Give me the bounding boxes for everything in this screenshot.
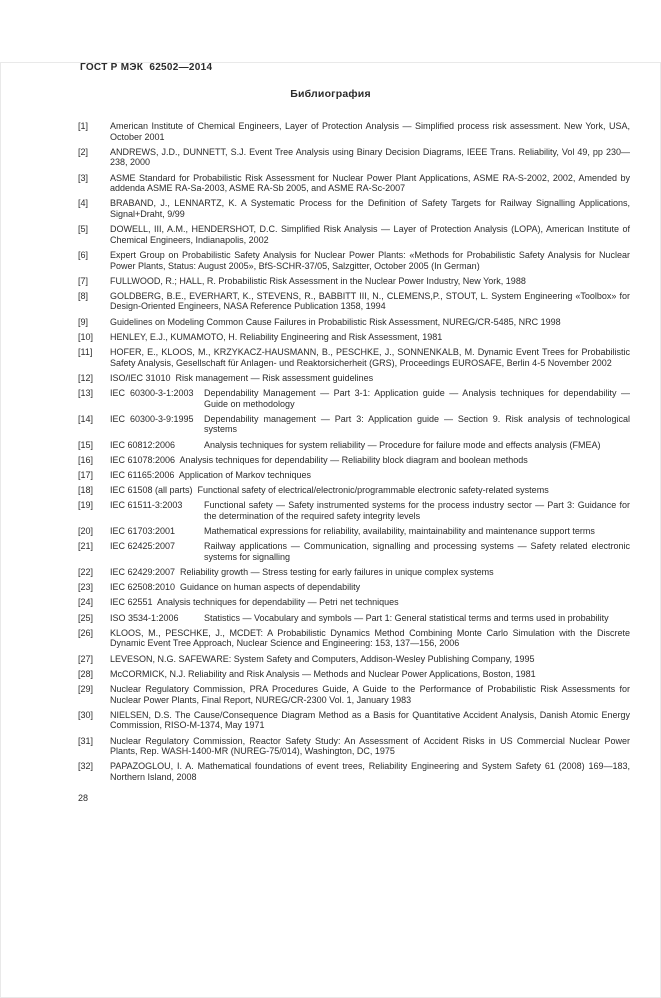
reference-entry [78,440,630,451]
reference-entry [78,541,633,562]
reference-number: [24] [78,597,94,608]
reference-number: [16] [78,454,94,465]
reference-text: LEVESON, N.G. SAFEWARE: System Safety and Computers, Addison-Wesley Publishing Company, 1995 [110,653,535,664]
reference-standard-code: IEC 60300-3-1:2003 [110,388,194,398]
reference-text: Dependability Management — Part 3-1: Application guide — Analysis techniques for dependability — Guide on methodology [204,388,633,409]
reference-number: [2] [78,146,89,157]
reference-entry [78,485,630,496]
bibliography-reference-list [78,121,633,783]
reference-number: [1] [78,121,89,131]
document-header-standard-designation: ГОСТ Р МЭК 62502—2014 [80,62,213,73]
reference-number: [8] [78,290,89,301]
reference-number: [9] [78,316,89,327]
reference-number: [10] [78,331,94,342]
reference-number: [12] [78,372,94,383]
reference-text: NIELSEN, D.S. The Cause/Consequence Diagram Method as a Basis for Quantitative Accident Analysis, Danish Atomic Energy Commission, RISO-M-1374, May 1971 [110,709,633,731]
reference-entry [78,413,633,435]
reference-number: [7] [78,275,89,286]
reference-entry [78,500,633,521]
reference-entry [78,683,633,705]
reference-text: Mathematical expressions for reliability, availability, maintainability and maintenance support terms [204,526,595,537]
reference-entry [78,224,633,245]
reference-entry [78,597,630,608]
reference-number: [18] [78,485,94,496]
reference-number: [25] [78,612,94,623]
reference-text: Nuclear Regulatory Commission, PRA Procedures Guide, A Guide to the Performance of Probabilistic Risk Assessments for Nuclear Power Plants, Final Report, NUREG/CR-2300 Vol. 1, January 1983 [110,683,633,705]
reference-number: [26] [78,627,94,638]
reference-standard-code: ISO 3534-1:2006 [110,612,179,623]
reference-number: [30] [78,709,94,720]
reference-entry [78,567,630,578]
reference-entry [78,582,630,593]
reference-number: [3] [78,172,89,183]
reference-entry [78,470,630,481]
reference-text: Expert Group on Probabilistic Safety Analysis for Nuclear Power Plants: «Methods for Probabilistic Safety Analysis for Nuclear Power Plants, Status: August 2005», BfS-SCHR-37/05, Salzgitter, October 2005 (In German) [110,249,633,271]
reference-text: Guidelines on Modeling Common Cause Failures in Probabilistic Risk Assessment, NUREG/CR-5485, NRC 1998 [110,316,561,327]
reference-standard-code: IEC 60300-3-9:1995 [110,413,194,424]
reference-entry [78,172,633,194]
reference-number: [17] [78,469,94,480]
reference-number: [28] [78,668,94,679]
reference-entry [78,347,633,368]
reference-text: PAPAZOGLOU, I. A. Mathematical foundations of event trees, Reliability Engineering and System Safety 61 (2008) 169—183, Northern Island, 2008 [110,761,633,782]
reference-text: HOFER, E., KLOOS, M., KRZYKACZ-HAUSMANN, B., PESCHKE, J., SONNENKALB, M. Dynamic Event Trees for Probabilistic Safety Analysis, Gesellschaft für Anlagen- und Reaktorsicherheit (GRS), Proceedings EUROSAFE, Berlin 4-5 November 2002 [110,347,633,368]
reference-number: [29] [78,683,94,694]
reference-number: [11] [78,347,93,358]
reference-text: McCORMICK, N.J. Reliability and Risk Analysis — Methods and Nuclear Power Applications, Boston, 1981 [110,668,536,679]
reference-entry [78,613,630,624]
reference-entry [78,198,633,219]
reference-entry [78,709,633,731]
reference-text: American Institute of Chemical Engineers, Layer of Protection Analysis — Simplified process risk assessment. New York, USA, October 2001 [110,121,633,142]
reference-text: IEC 62429:2007 Reliability growth — Stress testing for early failures in unique complex systems [110,567,494,578]
reference-number: [15] [78,439,94,450]
reference-text: IEC 61078:2006 Analysis techniques for dependability — Reliability block diagram and boolean methods [110,454,528,465]
reference-number: [22] [78,567,94,578]
document-page [0,62,661,998]
reference-entry [78,526,630,537]
reference-standard-code: IEC 61703:2001 [110,526,176,537]
reference-entry [78,276,630,287]
page-title: Библиография [290,88,371,100]
reference-standard-code: IEC 61511-3:2003 [110,500,183,511]
reference-number: [27] [78,653,94,664]
reference-text: Nuclear Regulatory Commission, Reactor Safety Study: An Assessment of Accident Risks in US Commercial Nuclear Power Plants, Rep. WASH-1400-MR (NUREG-75/014), Washington, DC, 1975 [110,735,633,757]
reference-text: Railway applications — Communication, signalling and processing systems — Safety related electronic systems for signalling [204,541,633,562]
reference-text: Dependability management — Part 3: Application guide — Section 9. Risk analysis of technological systems [204,413,633,435]
reference-entry [78,669,630,680]
reference-text: Functional safety — Safety instrumented systems for the process industry sector — Part 3: Guidance for the determination of the required safety integrity levels [204,500,633,521]
reference-text: ANDREWS, J.D., DUNNETT, S.J. Event Tree Analysis using Binary Decision Diagrams, IEEE Trans. Reliability, Vol 49, pp 230—238, 2000 [110,146,630,168]
reference-text: FULLWOOD, R.; HALL, R. Probabilistic Risk Assessment in the Nuclear Power Industry, New York, 1988 [110,275,526,286]
reference-entry [78,735,633,757]
reference-text: IEC 62508:2010 Guidance on human aspects of dependability [110,582,361,593]
reference-number: [19] [78,500,94,511]
reference-entry [78,317,630,328]
reference-number: [20] [78,526,94,537]
reference-text: DOWELL, III, A.M., HENDERSHOT, D.C. Simplified Risk Analysis — Layer of Protection Analysis (LOPA), American Institute of Chemical Engineers, Indianapolis, 2002 [110,224,633,245]
reference-text: Analysis techniques for system reliability — Procedure for failure mode and effects analysis (FMEA) [204,439,601,450]
reference-text: Statistics — Vocabulary and symbols — Part 1: General statistical terms and terms used in probability [204,612,609,623]
reference-entry [78,455,630,466]
reference-standard-code: IEC 60812:2006 [110,439,176,450]
reference-number: [31] [78,735,94,746]
reference-number: [23] [78,582,94,593]
reference-number: [4] [78,198,89,209]
reference-entry [78,388,633,409]
reference-entry [78,761,633,782]
reference-entry [78,654,630,665]
reference-entry [78,147,630,168]
reference-entry [78,627,633,649]
reference-text: GOLDBERG, B.E., EVERHART, K., STEVENS, R., BABBITT III, N., CLEMENS,P., STOUT, L. System Engineering «Toolbox» for Design-Oriented Engineers, NASA Reference Publication 1358, 1994 [110,290,633,312]
reference-number: [14] [78,413,94,424]
reference-number: [5] [78,224,89,235]
reference-entry [78,373,630,384]
reference-text: HENLEY, E.J., KUMAMOTO, H. Reliability Engineering and Risk Assessment, 1981 [110,331,443,342]
reference-text: IEC 61165:2006 Application of Markov techniques [110,469,311,480]
page-number: 28 [78,792,89,803]
reference-number: [32] [78,761,94,772]
reference-text: KLOOS, M., PESCHKE, J., MCDET: A Probabilistic Dynamics Method Combining Monte Carlo Simulation with the Discrete Dynamic Event Tree Approach, Nuclear Science and Engineering: 153, 137—156, 2006 [110,627,633,649]
reference-entry [78,249,633,271]
reference-text: IEC 61508 (all parts) Functional safety of electrical/electronic/programmable electronic safety-related systems [110,485,549,496]
reference-standard-code: IEC 62425:2007 [110,541,176,552]
reference-entry [78,332,630,343]
reference-entry [78,121,633,142]
reference-text: BRABAND, J., LENNARTZ, K. A Systematic Process for the Definition of Safety Targets for Railway Signalling Applications, Signal+Draht, 9/99 [110,198,633,219]
reference-text: IEC 62551 Analysis techniques for dependability — Petri net techniques [110,597,399,608]
reference-number: [13] [78,388,94,398]
reference-text: ASME Standard for Probabilistic Risk Assessment for Nuclear Power Plant Applications, ASME RA-S-2002, 2002, Amended by addenda ASME RA-Sa-2003, ASME RA-Sb 2005, and ASME RA-Sc-2007 [110,172,633,194]
reference-text: ISO/IEC 31010 Risk management — Risk assessment guidelines [110,372,374,383]
reference-entry [78,290,633,312]
reference-number: [21] [78,541,94,552]
reference-number: [6] [78,249,89,260]
